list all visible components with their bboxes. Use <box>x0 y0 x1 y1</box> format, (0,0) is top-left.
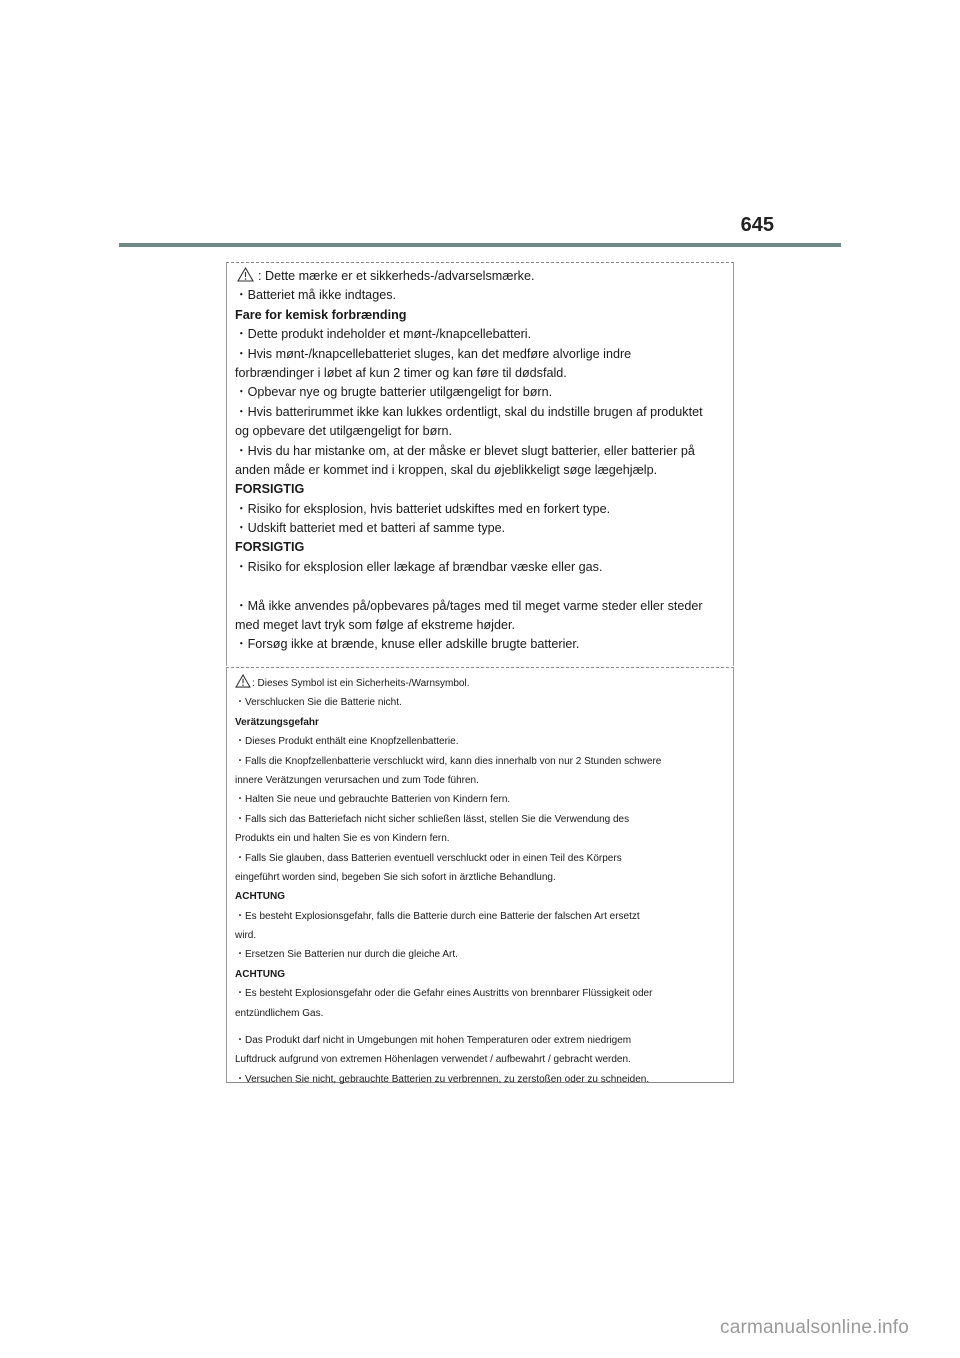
danish-line: ・Forsøg ikke at brænde, knuse eller adskille brugte batterier. <box>235 637 580 652</box>
german-line: Produkts ein und halten Sie es von Kindern fern. <box>235 833 450 845</box>
danish-line: ・Opbevar nye og brugte batterier utilgængeligt for børn. <box>235 385 553 400</box>
danish-heading: FORSIGTIG <box>235 540 305 555</box>
german-heading: ACHTUNG <box>235 891 285 903</box>
danish-symbol-line <box>235 267 733 286</box>
warning-triangle-icon <box>235 674 251 688</box>
german-symbol-line <box>235 674 733 693</box>
german-spacer <box>235 1023 733 1031</box>
german-line: innere Verätzungen verursachen und zum Tode führen. <box>235 774 479 786</box>
danish-line: ・Risiko for eksplosion eller lækage af brændbar væske eller gas. <box>235 559 603 574</box>
german-line: ・Ersetzen Sie Batterien nur durch die gleiche Art. <box>235 949 458 961</box>
danish-line: ・Må ikke anvendes på/opbevares på/tages med til meget varme steder eller steder <box>235 598 703 613</box>
german-warning-box <box>226 667 734 1083</box>
german-line: ・Verschlucken Sie die Batterie nicht. <box>235 697 402 709</box>
header-rule <box>119 243 841 247</box>
danish-line: ・Batteriet må ikke indtages. <box>235 288 396 303</box>
german-line: eingeführt worden sind, begeben Sie sich sofort in ärztliche Behandlung. <box>235 871 556 883</box>
danish-warning-box <box>226 262 734 666</box>
danish-spacer <box>235 577 733 596</box>
warning-triangle-icon <box>237 267 254 282</box>
danish-heading: FORSIGTIG <box>235 482 305 497</box>
danish-line: ・Hvis mønt-/knapcellebatteriet sluges, kan det medføre alvorlige indre <box>235 346 632 361</box>
danish-line: ・Hvis du har mistanke om, at der måske er blevet slugt batterier, eller batterier på <box>235 443 695 458</box>
danish-line: og opbevare det utilgængeligt for børn. <box>235 424 453 439</box>
danish-line: ・Udskift batteriet med et batteri af samme type. <box>235 521 506 536</box>
german-line: ・Dieses Produkt enthält eine Knopfzellenbatterie. <box>235 736 459 748</box>
danish-line: med meget lavt tryk som følge af ekstreme højder. <box>235 618 515 633</box>
page-number: 645 <box>740 214 774 236</box>
german-line: ・Versuchen Sie nicht, gebrauchte Batterien zu verbrennen, zu zerstoßen oder zu schneiden. <box>235 1073 650 1085</box>
danish-heading: Fare for kemisk forbrænding <box>235 307 407 322</box>
german-line: ・Falls sich das Batteriefach nicht sicher schließen lässt, stellen Sie die Verwendung des <box>235 813 630 825</box>
german-line: entzündlichem Gas. <box>235 1007 324 1019</box>
german-line: ・Halten Sie neue und gebrauchte Batterien von Kindern fern. <box>235 794 511 806</box>
german-line: Luftdruck aufgrund von extremen Höhenlagen verwendet / aufbewahrt / gebracht werden. <box>235 1054 631 1066</box>
german-line: ・Falls Sie glauben, dass Batterien eventuell verschluckt oder in einen Teil des Körpers <box>235 852 622 864</box>
danish-line: ・Hvis batterirummet ikke kan lukkes ordentligt, skal du indstille brugen af produktet <box>235 404 703 419</box>
german-line: ・Es besteht Explosionsgefahr oder die Gefahr eines Austritts von brennbarer Flüssigkeit oder <box>235 988 653 1000</box>
danish-line: ・Dette produkt indeholder et mønt-/knapcellebatteri. <box>235 327 532 342</box>
watermark: carmanualsonline.info <box>720 1317 910 1338</box>
german-heading: ACHTUNG <box>235 968 285 980</box>
german-line: wird. <box>235 930 257 942</box>
danish-line: forbrændinger i løbet af kun 2 timer og kan føre til dødsfald. <box>235 365 567 380</box>
danish-line: anden måde er kommet ind i kroppen, skal du øjeblikkeligt søge lægehjælp. <box>235 462 658 477</box>
danish-line: ・Risiko for eksplosion, hvis batteriet udskiftes med en forkert type. <box>235 501 611 516</box>
danish-symbol-note: : Dette mærke er et sikkerheds-/advarselsmærke. <box>258 269 535 283</box>
german-heading: Verätzungsgefahr <box>235 716 319 728</box>
german-line: ・Das Produkt darf nicht in Umgebungen mit hohen Temperaturen oder extrem niedrigem <box>235 1035 632 1047</box>
german-line: ・Es besteht Explosionsgefahr, falls die Batterie durch eine Batterie der falschen Art ersetzt <box>235 910 640 922</box>
german-symbol-note: : Dieses Symbol ist ein Sicherheits-/Warnsymbol. <box>252 678 470 689</box>
german-line: ・Falls die Knopfzellenbatterie verschluckt wird, kann dies innerhalb von nur 2 Stunden schwere <box>235 755 662 767</box>
